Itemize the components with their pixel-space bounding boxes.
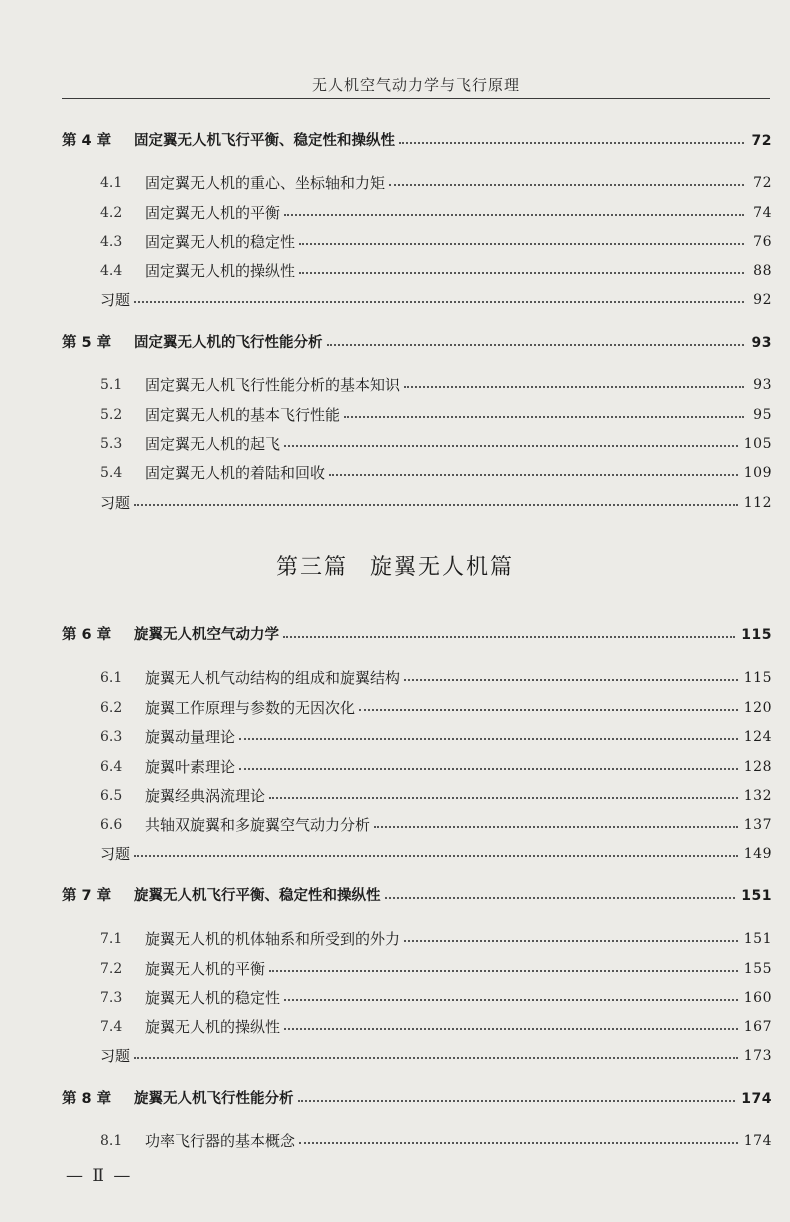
dot-leader	[134, 301, 744, 303]
section-number: 6.5	[100, 788, 123, 804]
chapter-title: 旋翼无人机飞行平衡、稳定性和操纵性	[134, 888, 381, 904]
dot-leader	[299, 272, 744, 274]
toc-exercises-ch4[interactable]	[62, 288, 772, 312]
section-number: 5.3	[100, 436, 123, 452]
section-number: 6.4	[100, 759, 123, 775]
dot-leader	[284, 214, 744, 216]
part-number: 第三篇	[275, 555, 348, 580]
toc-section-6-4[interactable]	[62, 755, 772, 779]
section-number: 6.6	[100, 817, 123, 833]
dot-leader	[298, 1100, 736, 1102]
dot-leader	[399, 142, 744, 144]
section-title: 旋翼无人机的操纵性	[145, 1018, 281, 1036]
section-title: 功率飞行器的基本概念	[145, 1132, 296, 1150]
part-title: 旋翼无人机篇	[370, 555, 515, 580]
section-title: 固定翼无人机的平衡	[145, 204, 281, 222]
dot-leader	[239, 768, 738, 770]
section-number: 5.1	[100, 377, 123, 393]
toc-section-7-4[interactable]	[62, 1015, 772, 1039]
dot-leader	[134, 504, 738, 506]
section-number: 5.4	[100, 465, 123, 481]
dot-leader	[134, 1057, 738, 1059]
section-number: 7.1	[100, 931, 123, 947]
toc-section-6-5[interactable]	[62, 784, 772, 808]
toc-section-4-2[interactable]	[62, 201, 772, 225]
page-number: 93	[751, 335, 772, 351]
exercise-title: 习题	[100, 845, 131, 863]
section-number: 6.2	[100, 700, 123, 716]
section-number: 7.4	[100, 1019, 123, 1035]
dot-leader	[404, 940, 738, 942]
page-folio: — Ⅱ —	[66, 1166, 133, 1186]
section-number: 5.2	[100, 407, 123, 423]
section-title: 旋翼工作原理与参数的无因次化	[145, 699, 356, 717]
dot-leader	[283, 636, 735, 638]
page-number: 149	[743, 846, 772, 862]
dot-leader	[385, 897, 736, 899]
exercise-title: 习题	[100, 291, 131, 309]
dot-leader	[269, 797, 738, 799]
section-number: 6.1	[100, 670, 123, 686]
page-number: 151	[741, 888, 772, 904]
section-title: 旋翼经典涡流理论	[145, 787, 266, 805]
page-number: 93	[753, 377, 772, 393]
dot-leader	[239, 738, 738, 740]
page-number: 167	[743, 1019, 772, 1035]
section-title: 固定翼无人机飞行性能分析的基本知识	[145, 376, 401, 394]
toc-section-6-6[interactable]	[62, 813, 772, 837]
toc-section-6-3[interactable]	[62, 725, 772, 749]
dot-leader	[359, 709, 738, 711]
page-number: 112	[743, 495, 772, 511]
toc-exercises-ch7[interactable]	[62, 1044, 772, 1068]
section-title: 旋翼无人机的稳定性	[145, 989, 281, 1007]
page-number: 74	[753, 205, 772, 221]
page-number: 155	[743, 961, 772, 977]
toc-section-7-2[interactable]	[62, 957, 772, 981]
dot-leader	[329, 474, 738, 476]
chapter-number: 第 8 章	[62, 1091, 112, 1107]
section-title: 旋翼无人机的机体轴系和所受到的外力	[145, 930, 401, 948]
toc-section-6-1[interactable]	[62, 666, 772, 690]
page-number: 115	[743, 670, 772, 686]
section-number: 4.4	[100, 263, 123, 279]
dot-leader	[374, 826, 738, 828]
dot-leader	[327, 344, 745, 346]
toc-section-5-1[interactable]	[62, 373, 772, 397]
page-number: 88	[753, 263, 772, 279]
page-number: 95	[753, 407, 772, 423]
page-number: 72	[753, 175, 772, 191]
page-number: 120	[743, 700, 772, 716]
page-number: 128	[743, 759, 772, 775]
section-number: 7.3	[100, 990, 123, 1006]
section-title: 旋翼叶素理论	[145, 758, 236, 776]
toc-chapter-8[interactable]	[62, 1087, 772, 1111]
toc-section-6-2[interactable]	[62, 696, 772, 720]
exercise-title: 习题	[100, 494, 131, 512]
chapter-number: 第 5 章	[62, 335, 112, 351]
dot-leader	[134, 855, 738, 857]
part-heading	[0, 550, 790, 581]
toc-chapter-5[interactable]	[62, 331, 772, 355]
section-number: 7.2	[100, 961, 123, 977]
dot-leader	[299, 243, 744, 245]
chapter-title: 固定翼无人机的飞行性能分析	[134, 335, 323, 351]
section-number: 6.3	[100, 729, 123, 745]
section-title: 旋翼无人机气动结构的组成和旋翼结构	[145, 669, 401, 687]
exercise-title: 习题	[100, 1047, 131, 1065]
dot-leader	[389, 184, 744, 186]
toc-exercises-ch6[interactable]	[62, 842, 772, 866]
toc-section-5-4[interactable]	[62, 461, 772, 485]
toc-section-4-3[interactable]	[62, 230, 772, 254]
dot-leader	[269, 970, 738, 972]
page-number: 72	[751, 133, 772, 149]
page-number: 76	[753, 234, 772, 250]
dot-leader	[299, 1142, 738, 1144]
page-number: 151	[743, 931, 772, 947]
toc-section-7-1[interactable]	[62, 927, 772, 951]
dot-leader	[284, 445, 738, 447]
chapter-title: 旋翼无人机飞行性能分析	[134, 1091, 294, 1107]
toc-exercises-ch5[interactable]	[62, 491, 772, 515]
chapter-number: 第 6 章	[62, 627, 112, 643]
section-title: 固定翼无人机的起飞	[145, 435, 281, 453]
toc-section-7-3[interactable]	[62, 986, 772, 1010]
section-title: 旋翼动量理论	[145, 728, 236, 746]
section-number: 4.1	[100, 175, 123, 191]
dot-leader	[404, 679, 738, 681]
chapter-title: 旋翼无人机空气动力学	[134, 627, 279, 643]
section-title: 固定翼无人机的稳定性	[145, 233, 296, 251]
section-title: 旋翼无人机的平衡	[145, 960, 266, 978]
dot-leader	[284, 999, 738, 1001]
header-rule	[62, 98, 770, 99]
section-title: 共轴双旋翼和多旋翼空气动力分析	[145, 816, 371, 834]
page-number: 105	[743, 436, 772, 452]
section-title: 固定翼无人机的基本飞行性能	[145, 406, 341, 424]
chapter-number: 第 7 章	[62, 888, 112, 904]
chapter-title: 固定翼无人机飞行平衡、稳定性和操纵性	[134, 133, 395, 149]
section-title: 固定翼无人机的着陆和回收	[145, 464, 326, 482]
chapter-number: 第 4 章	[62, 133, 112, 149]
page-number: 174	[743, 1133, 772, 1149]
page-number: 115	[741, 627, 772, 643]
toc-section-8-1[interactable]	[62, 1129, 772, 1153]
dot-leader	[404, 386, 744, 388]
page-number: 132	[743, 788, 772, 804]
toc-chapter-4[interactable]	[62, 129, 772, 153]
page-number: 160	[743, 990, 772, 1006]
dot-leader	[284, 1028, 738, 1030]
toc-section-4-1[interactable]	[62, 171, 772, 195]
section-number: 4.3	[100, 234, 123, 250]
page-number: 109	[743, 465, 772, 481]
page-number: 92	[753, 292, 772, 308]
toc-chapter-7[interactable]	[62, 884, 772, 908]
running-head: 无人机空气动力学与飞行原理	[311, 76, 520, 94]
page-number: 124	[743, 729, 772, 745]
page-number: 174	[741, 1091, 772, 1107]
section-number: 4.2	[100, 205, 123, 221]
page-number: 173	[743, 1048, 772, 1064]
toc-section-5-2[interactable]	[62, 403, 772, 427]
section-number: 8.1	[100, 1133, 123, 1149]
dot-leader	[344, 416, 744, 418]
toc-section-5-3[interactable]	[62, 432, 772, 456]
section-title: 固定翼无人机的操纵性	[145, 262, 296, 280]
page-number: 137	[743, 817, 772, 833]
toc-section-4-4[interactable]	[62, 259, 772, 283]
section-title: 固定翼无人机的重心、坐标轴和力矩	[145, 174, 386, 192]
toc-chapter-6[interactable]	[62, 623, 772, 647]
